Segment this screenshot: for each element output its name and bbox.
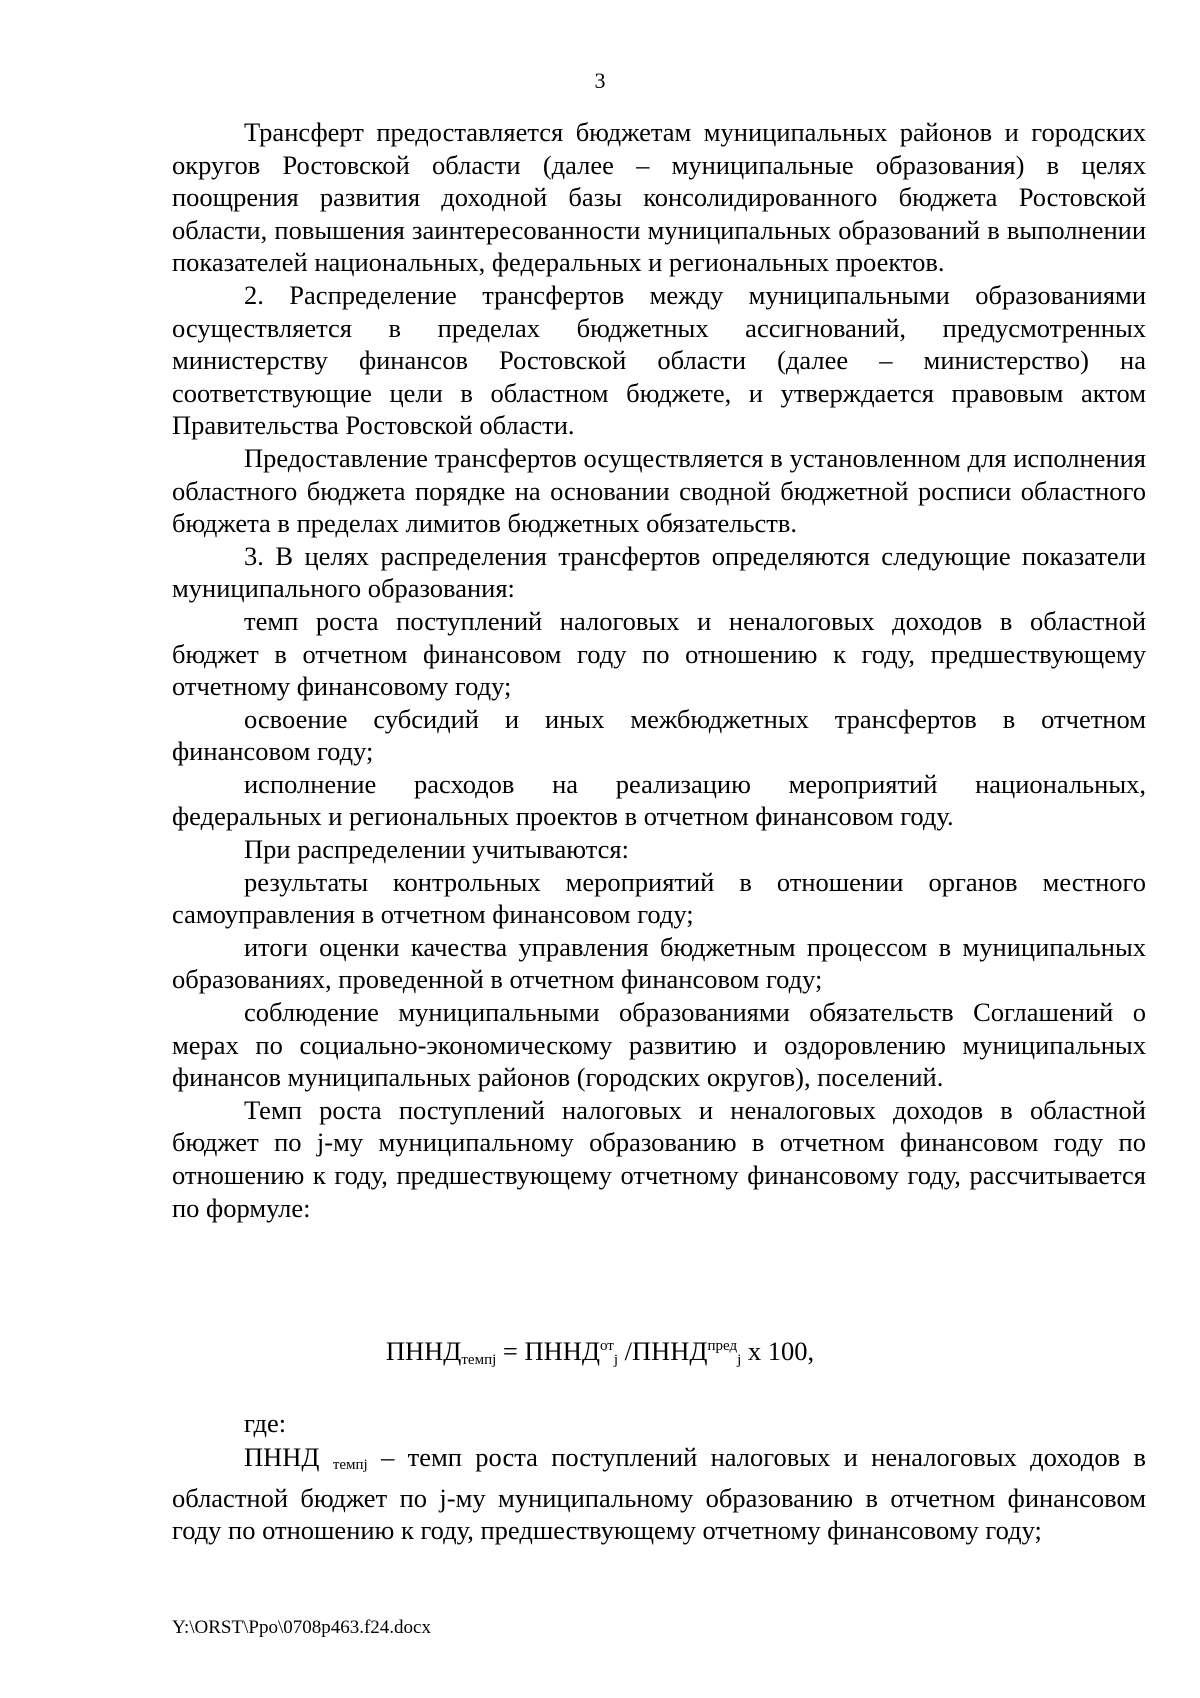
definition-pnnd [172, 1441, 1146, 1547]
paragraph-formula-intro: Темп роста поступлений налоговых и неналоговых доходов в областной бюджет по j-му муниципальному образованию в отчетном финансовом году по отношению к году, предшествующему отчетному финансовому году, рассчитывается по формуле: [172, 1094, 1146, 1223]
formula-sub1: j [613, 1352, 618, 1368]
paragraph-indicator-growth: темп роста поступлений налоговых и неналоговых доходов в областной бюджет в отчетном финансовом году по отношению к году, предшествующему отчетному финансовому году; [172, 605, 1146, 702]
formula-eq: = ПННД [496, 1336, 600, 1366]
where-label: где: [244, 1408, 287, 1438]
document-body [172, 116, 1146, 1224]
definition-term-sub: темпj [332, 1457, 368, 1473]
paragraph-considered-intro: При распределении учитываются: [244, 834, 629, 865]
paragraph-distribution: 2. Распределение трансфертов между муниципальными образованиями осуществляется в пределах бюджетных ассигнований, предусмотренных министерству финансов Ростовской области (далее – министерство) на соответствующие цели в областном бюджете, и утверждается правовым актом Правительства Ростовской области. [172, 279, 1146, 441]
paragraph-indicators-intro: 3. В целях распределения трансфертов определяются следующие показатели муниципального образования: [172, 540, 1146, 604]
paragraph-control-results: результаты контрольных мероприятий в отношении органов местного самоуправления в отчетном финансовом году; [172, 866, 1146, 930]
paragraph-agreements: соблюдение муниципальными образованиями обязательств Соглашений о мерах по социально-экономическому развитию и оздоровлению муниципальных финансов муниципальных районов (городских округов), поселений. [172, 997, 1146, 1093]
formula [0, 1330, 1200, 1376]
formula-tail: х 100, [741, 1336, 815, 1366]
formula-sup1: от [599, 1338, 614, 1354]
paragraph-indicator-subsidies: освоение субсидий и иных межбюджетных трансфертов в отчетном финансовом году; [172, 703, 1146, 767]
formula-lhs-sub: темпj [461, 1352, 497, 1368]
paragraph-quality-assessment: итоги оценки качества управления бюджетным процессом в муниципальных образованиях, проведенной в отчетном финансовом году; [172, 931, 1146, 995]
formula-sup2: пред [707, 1338, 738, 1354]
paragraph-transfer-purpose: Трансферт предоставляется бюджетам муниципальных районов и городских округов Ростовской области (далее – муниципальные образования) в целях поощрения развития доходной базы консолидированного бюджета Ростовской области, повышения заинтересованности муниципальных образований в выполнении показателей национальных, федеральных и региональных проектов. [172, 117, 1146, 278]
definition-text: – темп роста поступлений налоговых и неналоговых доходов в областной бюджет по j-му муниципальному образованию в отчетном финансовом году по отношению к году, предшествующему отчетному финансовому году; [172, 1442, 1146, 1546]
formula-mid: /ПННД [617, 1336, 708, 1366]
page-number: 3 [594, 68, 606, 93]
formula-sub2: j [737, 1352, 742, 1368]
paragraph-indicator-projects: исполнение расходов на реализацию мероприятий национальных, федеральных и региональных проектов в отчетном финансовом году. [172, 768, 1146, 832]
footer-file-path: Y:\ORST\Ppo\0708p463.f24.docx [172, 1617, 431, 1638]
definition-term: ПННД [244, 1442, 333, 1472]
paragraph-provision: Предоставление трансфертов осуществляется в установленном для исполнения областного бюджета порядке на основании сводной бюджетной росписи областного бюджета в пределах лимитов бюджетных обязательств. [172, 442, 1146, 539]
formula-lhs: ПННД [385, 1336, 462, 1366]
